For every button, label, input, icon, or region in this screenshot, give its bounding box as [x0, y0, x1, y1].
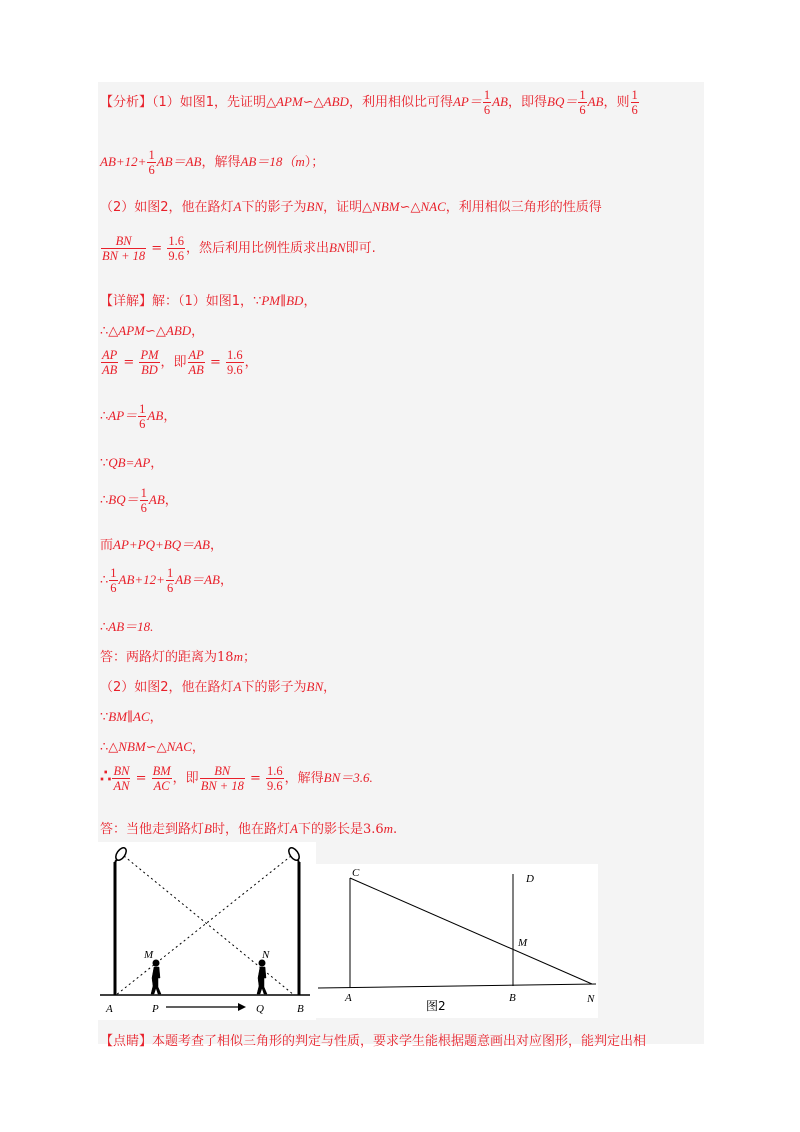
analysis-line-2: AB+12+ $\frac{1}{6}$ AB＝AB，解得AB＝18（m）； [100, 148, 325, 177]
detail-line-8: ∴ $\frac{1}{6}$ AB+12+ $\frac{1}{6}$ AB＝AB， [100, 566, 233, 595]
answer-2: 答：当他走到路灯B时，他在路灯A下的影长是3.6m. [100, 821, 398, 837]
fraction-one-sixth: $\frac{1}{6}$ [483, 88, 491, 117]
analysis-line-1: 【分析】（1）如图1，先证明△APM∽△ABD，利用相似比可得AP＝ $\frac{1}{6}$ AB，即得BQ＝ $\frac{1}{6}$ AB，则 $\frac{1}{6}$ [100, 88, 638, 117]
label-d: D [526, 873, 534, 885]
detail-line-13: ∴ $\frac{BN}{AN}$ = $\frac{BM}{AC}$ ，即 $\frac{BN}{BN + 18}$ = $\frac{1.6}{9.6}$ ，解得BN＝3.6. [100, 764, 373, 793]
label-b: B [297, 1003, 304, 1015]
answer-1: 答：两路灯的距离为18m； [100, 649, 256, 665]
label-m: M [518, 937, 528, 949]
fraction-ap-over-ab: $\frac{AP}{AB}$ [102, 348, 118, 377]
detail-line-12: ∴△NBM∽△NAC， [100, 739, 205, 755]
detail-label: 【详解】解： [100, 294, 179, 309]
detail-line-7: 而AP+PQ+BQ＝AB， [100, 537, 223, 553]
analysis-label: 【分析】 [100, 95, 153, 110]
fraction-one-sixth: $\frac{1}{6}$ [166, 566, 174, 595]
fraction-bn-over-bn18: $\frac{BN}{BN + 18}$ [200, 764, 244, 793]
figure-caption: 图2 [426, 999, 446, 1013]
label-m: M [144, 949, 154, 961]
label-a: A [345, 992, 352, 1004]
detail-line-10: （2）如图2，他在路灯A下的影子为BN， [100, 679, 337, 695]
fraction-one-sixth: $\frac{1}{6}$ [139, 402, 146, 431]
fraction-bm-over-ac: $\frac{BM}{AC}$ [152, 764, 171, 793]
label-b: B [509, 992, 516, 1004]
label-p: P [152, 1003, 159, 1015]
detail-line-1: 【详解】解：（1）如图1，∵PM∥BD， [100, 293, 317, 309]
label-n: N [262, 949, 270, 961]
fraction-bn-over-bn18: $\frac{BN}{BN + 18}$ [102, 234, 146, 263]
detail-line-5: ∵QB=AP， [100, 455, 164, 471]
fraction-one-sixth: $\frac{1}{6}$ [140, 486, 147, 515]
fraction-ap-over-ab: $\frac{AP}{AB}$ [188, 348, 204, 377]
fraction-one-sixth: $\frac{1}{6}$ [110, 566, 117, 595]
figure-2-similar-triangles [316, 864, 598, 1018]
fraction-pm-over-bd: $\frac{PM}{BD}$ [140, 348, 159, 377]
fraction-bn-over-an: $\frac{BN}{AN}$ [113, 764, 130, 793]
analysis-line-3: （2）如图2，他在路灯A下的影子为BN，证明△NBM∽△NAC，利用相似三角形的性质得 [100, 199, 602, 215]
fraction-16-over-96: $\frac{1.6}{9.6}$ [168, 234, 184, 263]
comment-line: 【点睛】本题考查了相似三角形的判定与性质，要求学生能根据题意画出对应图形，能判定出相 [100, 1034, 647, 1049]
fraction-one-sixth: $\frac{1}{6}$ [579, 88, 586, 117]
comment-label: 【点睛】 [100, 1034, 153, 1049]
fraction-one-sixth: $\frac{1}{6}$ [631, 88, 638, 117]
analysis-line-4: $\frac{BN}{BN + 18}$ = $\frac{1.6}{9.6}$ ，然后利用比例性质求出BN即可. [102, 234, 376, 263]
label-a: A [106, 1003, 113, 1015]
detail-line-4: ∴AP＝ $\frac{1}{6}$ AB， [100, 402, 177, 431]
detail-line-2: ∴△APM∽△ABD， [100, 323, 205, 339]
label-c: C [352, 867, 360, 879]
detail-line-3: $\frac{AP}{AB}$ = $\frac{PM}{BD}$ ，即 $\frac{AP}{AB}$ = $\frac{1.6}{9.6}$ ， [102, 348, 258, 377]
detail-line-6: ∴BQ＝ $\frac{1}{6}$ AB， [100, 486, 178, 515]
figure-1-street-lamps [98, 842, 316, 1020]
fraction-16-over-96: $\frac{1.6}{9.6}$ [267, 764, 283, 793]
fraction-16-over-96: $\frac{1.6}{9.6}$ [226, 348, 243, 377]
fraction-one-sixth: $\frac{1}{6}$ [148, 148, 155, 177]
label-n: N [587, 993, 595, 1005]
detail-line-11: ∵BM∥AC， [100, 709, 163, 725]
label-q: Q [256, 1003, 264, 1015]
detail-line-9: ∴AB＝18. [100, 619, 154, 635]
